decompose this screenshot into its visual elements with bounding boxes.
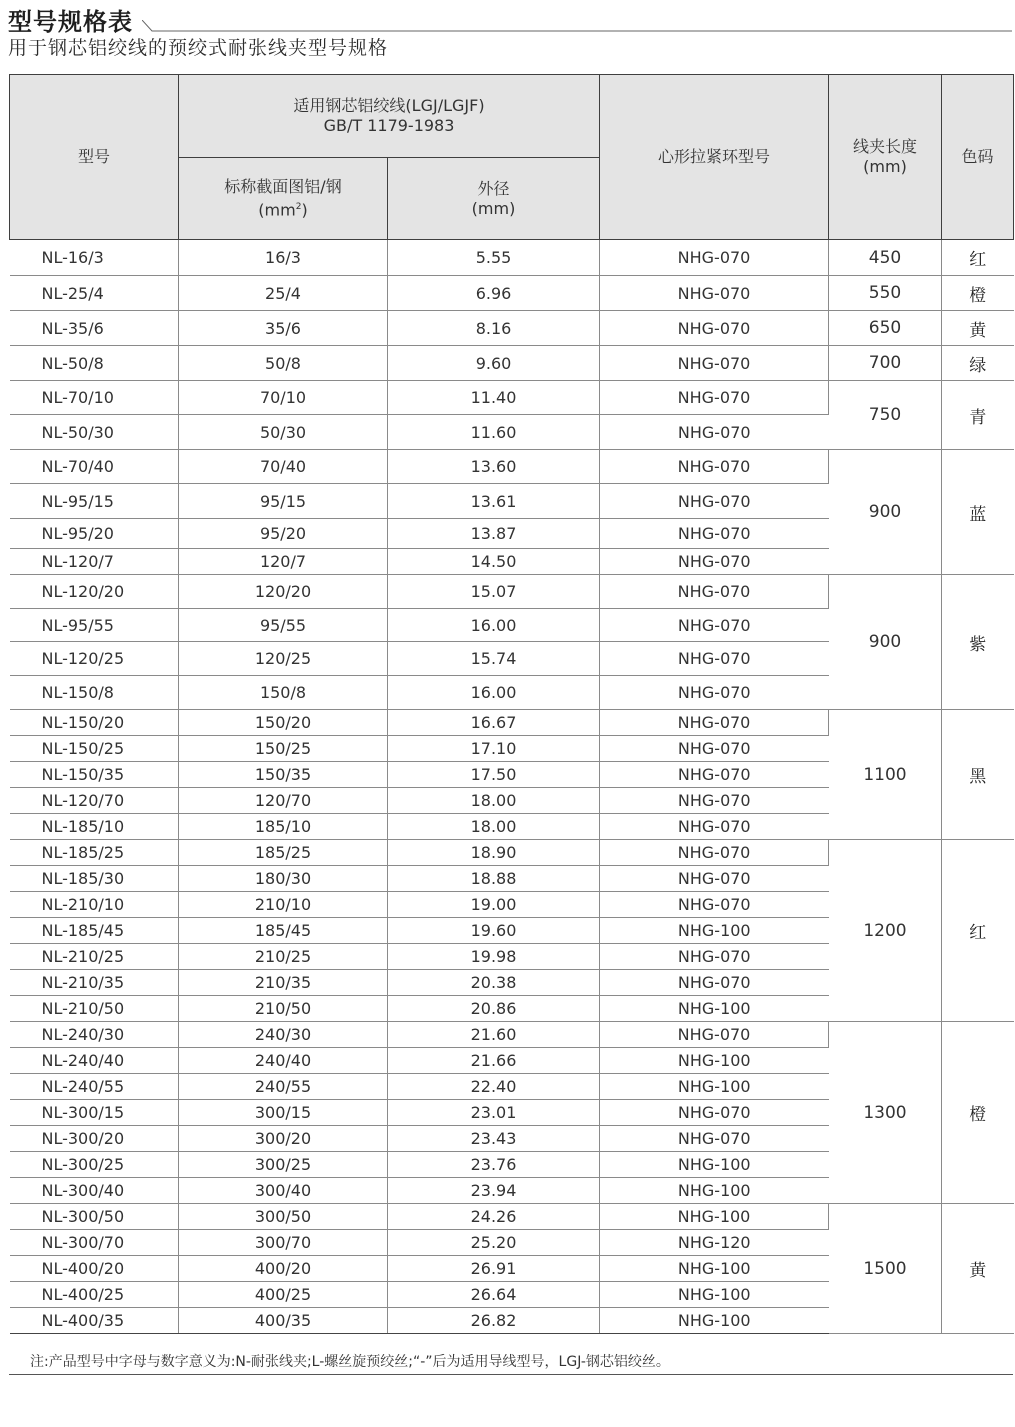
model-cell: NL-185/30: [10, 866, 179, 892]
ring-cell: NHG-100: [600, 1256, 829, 1282]
model-cell: NL-150/8: [10, 676, 179, 710]
header-length-line2: (mm): [863, 157, 907, 176]
length-cell: 550: [829, 276, 942, 311]
diameter-cell: 26.82: [388, 1308, 600, 1334]
ring-cell: NHG-100: [600, 1308, 829, 1334]
header-section-line2: $(mm^2)$: [258, 200, 308, 220]
section-cell: 70/10: [179, 381, 388, 415]
model-cell: NL-300/70: [10, 1230, 179, 1256]
diameter-cell: 20.86: [388, 996, 600, 1022]
ring-cell: NHG-070: [600, 840, 829, 866]
header-model: 型号: [10, 75, 179, 240]
section-cell: 185/10: [179, 814, 388, 840]
header-diameter-line2: (mm): [471, 198, 516, 218]
table-header: [10, 75, 1014, 240]
table-row: [10, 1204, 1014, 1230]
ring-cell: NHG-100: [600, 1074, 829, 1100]
color-code-cell: 红: [942, 240, 1014, 276]
ring-cell: NHG-070: [600, 642, 829, 676]
diameter-cell: 18.00: [388, 788, 600, 814]
diameter-cell: 20.38: [388, 970, 600, 996]
diameter-cell: 19.60: [388, 918, 600, 944]
diameter-cell: 11.60: [388, 415, 600, 450]
model-cell: NL-16/3: [10, 240, 179, 276]
ring-cell: NHG-070: [600, 1100, 829, 1126]
model-cell: NL-120/70: [10, 788, 179, 814]
ring-cell: NHG-070: [600, 276, 829, 311]
model-cell: NL-95/20: [10, 519, 179, 549]
header-conductor-line1: 适用钢芯铝绞线(LGJ/LGJF): [293, 96, 485, 115]
section-cell: 120/70: [179, 788, 388, 814]
section-cell: 180/30: [179, 866, 388, 892]
model-cell: NL-25/4: [10, 276, 179, 311]
section-cell: 50/30: [179, 415, 388, 450]
header-ring: 心形拉紧环型号: [600, 75, 829, 240]
ring-cell: NHG-070: [600, 549, 829, 575]
section-cell: 50/8: [179, 346, 388, 381]
model-cell: NL-150/25: [10, 736, 179, 762]
section-cell: 150/8: [179, 676, 388, 710]
model-cell: NL-210/35: [10, 970, 179, 996]
length-cell: 700: [829, 346, 942, 381]
section-cell: 185/25: [179, 840, 388, 866]
diameter-cell: 19.00: [388, 892, 600, 918]
section-cell: 300/20: [179, 1126, 388, 1152]
diameter-cell: 15.07: [388, 575, 600, 609]
diameter-cell: 6.96: [388, 276, 600, 311]
header-color: 色码: [942, 75, 1014, 240]
ring-cell: NHG-070: [600, 814, 829, 840]
section-cell: 150/35: [179, 762, 388, 788]
section-cell: 150/20: [179, 710, 388, 736]
model-cell: NL-35/6: [10, 311, 179, 346]
diameter-cell: 23.76: [388, 1152, 600, 1178]
diameter-cell: 13.61: [388, 484, 600, 519]
color-code-cell: 紫: [942, 575, 1014, 710]
section-cell: 95/55: [179, 609, 388, 642]
color-code-cell: 青: [942, 381, 1014, 450]
table-row: [10, 840, 1014, 866]
ring-cell: NHG-120: [600, 1230, 829, 1256]
diameter-cell: 18.90: [388, 840, 600, 866]
ring-cell: NHG-070: [600, 1126, 829, 1152]
diameter-cell: 11.40: [388, 381, 600, 415]
section-cell: 300/25: [179, 1152, 388, 1178]
model-cell: NL-400/35: [10, 1308, 179, 1334]
section-cell: 210/25: [179, 944, 388, 970]
diameter-cell: 19.98: [388, 944, 600, 970]
model-cell: NL-400/25: [10, 1282, 179, 1308]
section-cell: 400/35: [179, 1308, 388, 1334]
model-cell: NL-210/25: [10, 944, 179, 970]
diameter-cell: 16.00: [388, 609, 600, 642]
diameter-cell: 22.40: [388, 1074, 600, 1100]
diameter-cell: 21.60: [388, 1022, 600, 1048]
ring-cell: NHG-070: [600, 892, 829, 918]
diameter-cell: 16.67: [388, 710, 600, 736]
diameter-cell: 18.88: [388, 866, 600, 892]
model-cell: NL-240/30: [10, 1022, 179, 1048]
length-cell: 900: [829, 450, 942, 575]
section-cell: 300/50: [179, 1204, 388, 1230]
footer-divider: [9, 1374, 1013, 1375]
ring-cell: NHG-100: [600, 996, 829, 1022]
section-cell: 70/40: [179, 450, 388, 484]
diameter-cell: 26.91: [388, 1256, 600, 1282]
model-cell: NL-50/8: [10, 346, 179, 381]
diameter-cell: 24.26: [388, 1204, 600, 1230]
diameter-cell: 25.20: [388, 1230, 600, 1256]
section-cell: 300/40: [179, 1178, 388, 1204]
diameter-cell: 23.43: [388, 1126, 600, 1152]
diameter-cell: 13.60: [388, 450, 600, 484]
section-cell: 25/4: [179, 276, 388, 311]
color-code-cell: 橙: [942, 276, 1014, 311]
section-cell: 210/50: [179, 996, 388, 1022]
model-cell: NL-210/10: [10, 892, 179, 918]
diameter-cell: 23.01: [388, 1100, 600, 1126]
diameter-cell: 17.10: [388, 736, 600, 762]
section-cell: 300/70: [179, 1230, 388, 1256]
color-code-cell: 橙: [942, 1022, 1014, 1204]
model-cell: NL-210/50: [10, 996, 179, 1022]
section-cell: 120/25: [179, 642, 388, 676]
diameter-cell: 18.00: [388, 814, 600, 840]
length-cell: 1500: [829, 1204, 942, 1334]
table-row: [10, 450, 1014, 484]
table-row: [10, 346, 1014, 381]
table-body: [10, 240, 1014, 1334]
model-cell: NL-185/25: [10, 840, 179, 866]
header-diameter: [388, 158, 600, 240]
ring-cell: NHG-100: [600, 1282, 829, 1308]
diameter-cell: 23.94: [388, 1178, 600, 1204]
section-cell: 35/6: [179, 311, 388, 346]
header-section: [179, 158, 388, 240]
section-cell: 210/35: [179, 970, 388, 996]
ring-cell: NHG-070: [600, 710, 829, 736]
header-section-line1: 标称截面图铝/钢: [224, 176, 342, 196]
diameter-cell: 26.64: [388, 1282, 600, 1308]
model-cell: NL-300/40: [10, 1178, 179, 1204]
table-row: [10, 710, 1014, 736]
model-cell: NL-240/55: [10, 1074, 179, 1100]
title-underline-decoration: [142, 20, 1012, 32]
ring-cell: NHG-070: [600, 346, 829, 381]
model-cell: NL-70/40: [10, 450, 179, 484]
model-cell: NL-120/25: [10, 642, 179, 676]
color-code-cell: 黑: [942, 710, 1014, 840]
header-conductor-line2: GB/T 1179-1983: [323, 116, 455, 135]
length-cell: 450: [829, 240, 942, 276]
section-cell: 300/15: [179, 1100, 388, 1126]
model-cell: NL-150/20: [10, 710, 179, 736]
diameter-cell: 15.74: [388, 642, 600, 676]
model-cell: NL-185/10: [10, 814, 179, 840]
color-code-cell: 黄: [942, 311, 1014, 346]
model-cell: NL-300/15: [10, 1100, 179, 1126]
ring-cell: NHG-100: [600, 1204, 829, 1230]
length-cell: 900: [829, 575, 942, 710]
model-cell: NL-95/15: [10, 484, 179, 519]
header-conductor-group: [179, 75, 600, 158]
table-row: [10, 311, 1014, 346]
color-code-cell: 绿: [942, 346, 1014, 381]
spec-table: [9, 74, 1014, 1334]
model-cell: NL-400/20: [10, 1256, 179, 1282]
page-subtitle: 用于钢芯铝绞线的预绞式耐张线夹型号规格: [8, 37, 389, 59]
model-cell: NL-300/50: [10, 1204, 179, 1230]
ring-cell: NHG-100: [600, 1048, 829, 1074]
section-cell: 120/7: [179, 549, 388, 575]
diameter-cell: 8.16: [388, 311, 600, 346]
length-cell: 1100: [829, 710, 942, 840]
color-code-cell: 蓝: [942, 450, 1014, 575]
section-cell: 210/10: [179, 892, 388, 918]
section-cell: 95/15: [179, 484, 388, 519]
ring-cell: NHG-070: [600, 609, 829, 642]
diameter-cell: 21.66: [388, 1048, 600, 1074]
ring-cell: NHG-070: [600, 311, 829, 346]
model-cell: NL-150/35: [10, 762, 179, 788]
table-row: [10, 1022, 1014, 1048]
section-cell: 185/45: [179, 918, 388, 944]
model-cell: NL-70/10: [10, 381, 179, 415]
section-cell: 240/55: [179, 1074, 388, 1100]
ring-cell: NHG-070: [600, 866, 829, 892]
length-cell: 750: [829, 381, 942, 450]
model-cell: NL-95/55: [10, 609, 179, 642]
section-cell: 400/20: [179, 1256, 388, 1282]
length-cell: 1300: [829, 1022, 942, 1204]
diameter-cell: 14.50: [388, 549, 600, 575]
ring-cell: NHG-070: [600, 519, 829, 549]
table-row: [10, 575, 1014, 609]
model-cell: NL-240/40: [10, 1048, 179, 1074]
ring-cell: NHG-070: [600, 736, 829, 762]
ring-cell: NHG-070: [600, 450, 829, 484]
ring-cell: NHG-070: [600, 970, 829, 996]
ring-cell: NHG-070: [600, 676, 829, 710]
footnote: 注:产品型号中字母与数字意义为:N-耐张线夹;L-螺丝旋预绞丝;“-”后为适用导线型号，LGJ-钢芯铝绞丝。: [30, 1354, 670, 1370]
model-cell: NL-120/20: [10, 575, 179, 609]
section-cell: 150/25: [179, 736, 388, 762]
table-row: [10, 276, 1014, 311]
model-cell: NL-185/45: [10, 918, 179, 944]
ring-cell: NHG-100: [600, 1152, 829, 1178]
ring-cell: NHG-070: [600, 1022, 829, 1048]
ring-cell: NHG-070: [600, 381, 829, 415]
ring-cell: NHG-070: [600, 240, 829, 276]
ring-cell: NHG-070: [600, 788, 829, 814]
ring-cell: NHG-070: [600, 575, 829, 609]
ring-cell: NHG-070: [600, 762, 829, 788]
table-row: [10, 381, 1014, 415]
length-cell: 650: [829, 311, 942, 346]
length-cell: 1200: [829, 840, 942, 1022]
header-length: [829, 75, 942, 240]
color-code-cell: 黄: [942, 1204, 1014, 1334]
diameter-cell: 13.87: [388, 519, 600, 549]
header-diameter-line1: 外径: [477, 178, 510, 198]
section-cell: 120/20: [179, 575, 388, 609]
section-cell: 400/25: [179, 1282, 388, 1308]
model-cell: NL-120/7: [10, 549, 179, 575]
model-cell: NL-50/30: [10, 415, 179, 450]
header-length-line1: 线夹长度: [852, 137, 917, 156]
ring-cell: NHG-100: [600, 1178, 829, 1204]
ring-cell: NHG-070: [600, 484, 829, 519]
model-cell: NL-300/20: [10, 1126, 179, 1152]
page-title: 型号规格表: [8, 8, 133, 36]
diameter-cell: 16.00: [388, 676, 600, 710]
section-cell: 240/40: [179, 1048, 388, 1074]
ring-cell: NHG-070: [600, 944, 829, 970]
color-code-cell: 红: [942, 840, 1014, 1022]
section-cell: 95/20: [179, 519, 388, 549]
diameter-cell: 5.55: [388, 240, 600, 276]
table-row: [10, 240, 1014, 276]
section-cell: 16/3: [179, 240, 388, 276]
model-cell: NL-300/25: [10, 1152, 179, 1178]
ring-cell: NHG-070: [600, 415, 829, 450]
diameter-cell: 17.50: [388, 762, 600, 788]
section-cell: 240/30: [179, 1022, 388, 1048]
ring-cell: NHG-100: [600, 918, 829, 944]
diameter-cell: 9.60: [388, 346, 600, 381]
